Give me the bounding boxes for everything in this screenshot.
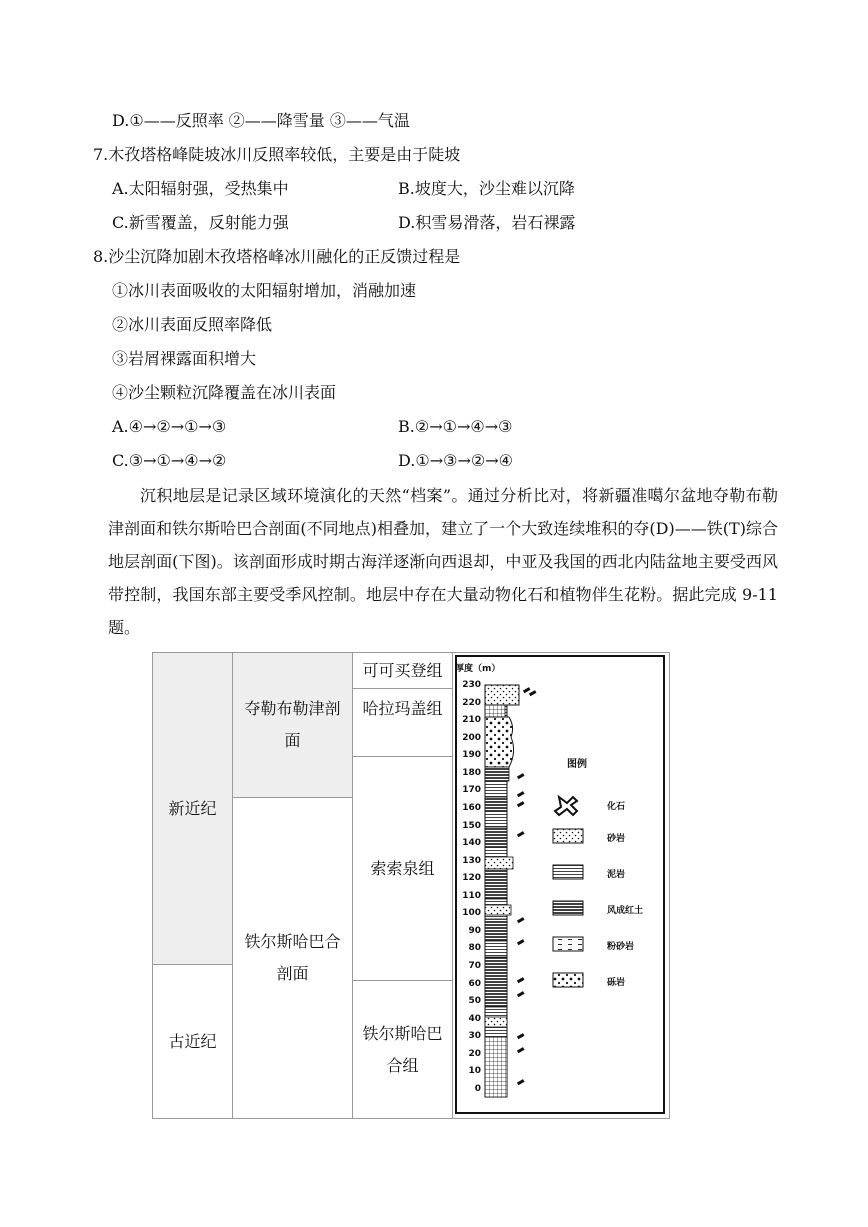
tick-label: 40 bbox=[468, 1013, 481, 1024]
tick-label: 190 bbox=[462, 750, 481, 761]
tick-label: 110 bbox=[462, 890, 481, 901]
q6-option-d: D.①——反照率 ②——降雪量 ③——气温 bbox=[112, 111, 410, 130]
tick-label: 100 bbox=[462, 908, 481, 919]
q8-item-1: ①冰川表面吸收的太阳辐射增加，消融加速 bbox=[112, 281, 417, 300]
tick-label: 130 bbox=[462, 855, 481, 866]
q8-stem: 8.沙尘沉降加剧木孜塔格峰冰川融化的正反馈过程是 bbox=[93, 247, 461, 266]
tick-label: 160 bbox=[462, 802, 481, 813]
tick-label: 220 bbox=[462, 697, 481, 708]
thickness-label: 厚度（m） bbox=[455, 664, 501, 674]
q8-option-c: C.③→①→④→② bbox=[112, 451, 227, 470]
q7-option-b: B.坡度大，沙尘难以沉降 bbox=[398, 179, 575, 198]
formation-tieersihabahe-label: 铁尔斯哈巴合组 bbox=[362, 1023, 443, 1075]
legend-siltstone: 粉砂岩 bbox=[607, 942, 635, 952]
q7-option-d: D.积雪易滑落，岩石裸露 bbox=[398, 213, 576, 232]
tick-label: 80 bbox=[468, 943, 481, 954]
formation-halamagai: 哈拉玛盖组 bbox=[353, 689, 453, 757]
tick-label: 150 bbox=[462, 820, 481, 831]
q7-stem: 7.木孜塔格峰陡坡冰川反照率较低，主要是由于陡坡 bbox=[93, 145, 461, 164]
section-duolebulejin bbox=[233, 653, 353, 798]
legend-sandstone: 砂岩 bbox=[607, 834, 626, 844]
q8-item-2: ②冰川表面反照率降低 bbox=[112, 315, 273, 334]
section-tieersihabahe bbox=[233, 798, 353, 1118]
formation-suosuoquan: 索索泉组 bbox=[353, 757, 453, 981]
tick-label: 60 bbox=[468, 978, 481, 989]
q8-option-b: B.②→①→④→③ bbox=[398, 417, 513, 436]
stratigraphic-column bbox=[455, 655, 665, 1114]
tick-label: 90 bbox=[468, 925, 481, 936]
period-neogene: 新近纪 bbox=[153, 653, 233, 965]
legend-mudstone: 泥岩 bbox=[607, 870, 626, 880]
q7-option-c: C.新雪覆盖，反射能力强 bbox=[112, 213, 289, 232]
tick-label: 0 bbox=[474, 1084, 481, 1094]
q8-item-4: ④沙尘颗粒沉降覆盖在冰川表面 bbox=[112, 383, 337, 402]
tick-label: 170 bbox=[462, 785, 481, 796]
q8-option-d: D.①→③→②→④ bbox=[398, 451, 513, 470]
section-duolebulejin-label: 夺勒布勒津剖面 bbox=[244, 699, 341, 750]
tick-label: 200 bbox=[462, 732, 481, 743]
tick-label: 70 bbox=[468, 961, 481, 972]
q8-item-3: ③岩屑裸露面积增大 bbox=[112, 349, 257, 368]
period-paleogene: 古近纪 bbox=[153, 965, 233, 1118]
tick-label: 30 bbox=[468, 1031, 481, 1042]
tick-label: 50 bbox=[468, 996, 481, 1007]
tick-label: 210 bbox=[462, 715, 481, 726]
q7-option-a: A.太阳辐射强，受热集中 bbox=[112, 179, 289, 198]
legend-fossil: 化石 bbox=[607, 802, 626, 812]
stratigraphic-figure bbox=[152, 652, 670, 1119]
legend-eolian-red-clay: 风成红土 bbox=[607, 906, 644, 916]
tick-label: 20 bbox=[468, 1048, 481, 1059]
tick-label: 120 bbox=[462, 873, 481, 884]
legend-title: 图例 bbox=[567, 759, 587, 770]
formation-tieersihabahe bbox=[353, 981, 453, 1118]
tick-label: 180 bbox=[462, 767, 481, 778]
column-svg bbox=[457, 657, 663, 1112]
section-tieersihabahe-label: 铁尔斯哈巴合剖面 bbox=[244, 932, 341, 983]
q8-option-a: A.④→②→①→③ bbox=[112, 417, 227, 436]
tick-label: 10 bbox=[468, 1066, 481, 1077]
formation-kekemaideng: 可可买登组 bbox=[353, 653, 453, 689]
legend-conglomerate: 砾岩 bbox=[607, 978, 626, 988]
tick-label: 140 bbox=[462, 838, 481, 849]
passage: 沉积地层是记录区域环境演化的天然“档案”。通过分析比对，将新疆准噶尔盆地夺勒布勒津剖面和铁尔斯哈巴合剖面(不同地点)相叠加，建立了一个大致连续堆积的夺(D)——铁(T)综合地层剖面(下图)。该剖面形成时期古海洋逐渐向西退却，中亚及我国的西北内陆盆地主要受西风带控制，我国东部主要受季风控制。地层中存在大量动物化石和植物伴生花粉。据此完成 9-11 题。 bbox=[108, 486, 778, 637]
tick-label: 230 bbox=[462, 680, 481, 690]
